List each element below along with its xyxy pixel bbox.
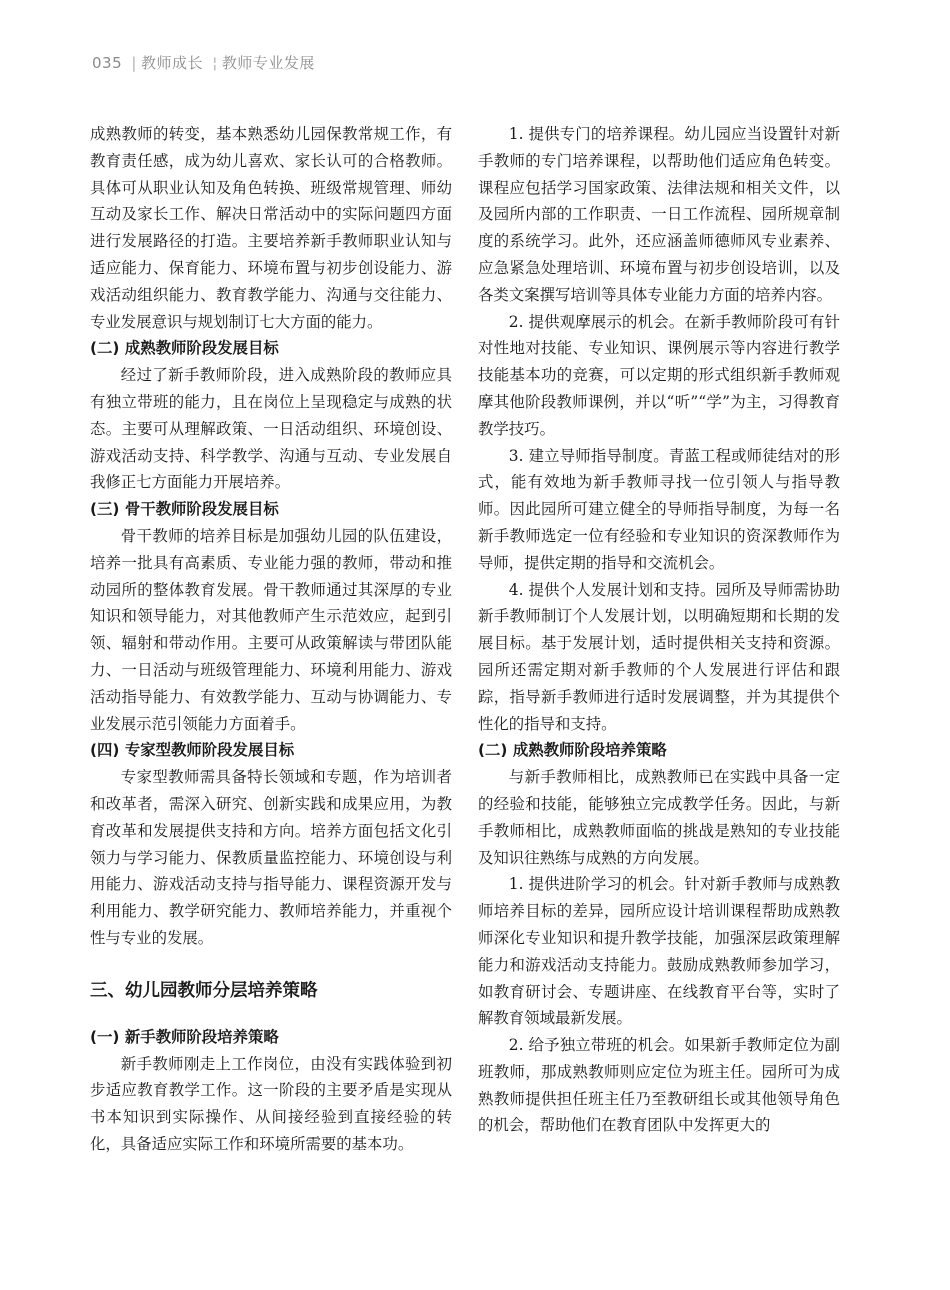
- paragraph: 专家型教师需具备特长领域和专题，作为培训者和改革者，需深入研究、创新实践和成果应用，为教育改革和发展提供支持和方向。培养方面包括文化引领力与学习能力、保教质量监控能力、环境创设与利用能力、游戏活动支持与指导能力、课程资源开发与利用能力、教学研究能力、教师培养能力，并重视个性与专业的发展。: [90, 768, 452, 947]
- paragraph: 2. 提供观摩展示的机会。在新手教师阶段可有针对性地对技能、专业知识、课例展示等内容进行教学技能基本功的竞赛，可以定期的形式组织新手教师观摩其他阶段教师课例，并以“听”“学”为主，习得教育教学技巧。: [478, 312, 840, 438]
- paragraph: 2. 给予独立带班的机会。如果新手教师定位为副班教师，那成熟教师则应定位为班主任。园所可为成熟教师提供担任班主任乃至教研组长或其他领导角色的机会，帮助他们在教育团队中发挥更大的: [478, 1036, 840, 1135]
- subheading-backbone-goal: (三) 骨干教师阶段发展目标: [90, 500, 279, 519]
- paragraph: 新手教师刚走上工作岗位，由没有实践体验到初步适应教育教学工作。这一阶段的主要矛盾是实现从书本知识到实际操作、从间接经验到直接经验的转化，具备适应实际工作和环境所需要的基本功。: [90, 1054, 452, 1153]
- section-heading-strategies: 三、幼儿园教师分层培养策略: [90, 980, 318, 1001]
- paragraph: 成熟教师的转变，基本熟悉幼儿园保教常规工作，有教育责任感，成为幼儿喜欢、家长认可的合格教师。具体可从职业认知及角色转换、班级常规管理、师幼互动及家长工作、解决日常活动中的实际问题四方面进行发展路径的打造。主要培养新手教师职业认知与适应能力、保育能力、环境布置与初步创设能力、游戏活动组织能力、教育教学能力、沟通与交往能力、专业发展意识与规划制订七大方面的能力。: [90, 125, 452, 331]
- paragraph: 经过了新手教师阶段，进入成熟阶段的教师应具有独立带班的能力，且在岗位上呈现稳定与成熟的状态。主要可从理解政策、一日活动组织、环境创设、游戏活动支持、科学教学、沟通与互动、专业发展自我修正七方面能力开展培养。: [90, 366, 452, 492]
- paragraph: 骨干教师的培养目标是加强幼儿园的队伍建设，培养一批具有高素质、专业能力强的教师，带动和推动园所的整体教育发展。骨干教师通过其深厚的专业知识和领导能力，对其他教师产生示范效应，起到引领、辐射和带动作用。主要可从政策解读与带团队能力、一日活动与班级管理能力、环境利用能力、游戏活动指导能力、有效教学能力、互动与协调能力、专业发展示范引领能力方面着手。: [90, 526, 452, 733]
- header-divider: |: [131, 54, 137, 72]
- paragraph: 1. 提供进阶学习的机会。针对新手教师与成熟教师培养目标的差异，园所应设计培训课程帮助成熟教师深化专业知识和提升教学技能，加强深层政策理解能力和游戏活动支持能力。鼓励成熟教师参加学习，如教育研讨会、专题讲座、在线教育平台等，实时了解教育领域最新发展。: [478, 875, 840, 1028]
- header-section: 教师成长: [140, 54, 203, 72]
- header-divider-dotted: ¦: [212, 54, 218, 72]
- header-subsection: 教师专业发展: [221, 54, 315, 72]
- paragraph: 1. 提供专门的培养课程。幼儿园应当设置针对新手教师的专门培养课程，以帮助他们适应角色转变。课程应包括学习国家政策、法律法规和相关文件，以及园所内部的工作职责、一日工作流程、园所规章制度的系统学习。此外，还应涵盖师德师风专业素养、应急紧急处理培训、环境布置与初步创设培训，以及各类文案撰写培训等具体专业能力方面的培养内容。: [478, 125, 840, 304]
- subheading-novice-strategy: (一) 新手教师阶段培养策略: [90, 1027, 279, 1046]
- right-column: [478, 121, 840, 1139]
- paragraph: 3. 建立导师指导制度。青蓝工程或师徒结对的形式，能有效地为新手教师寻找一位引领人与指导教师。因此园所可建立健全的导师指导制度，为每一名新手教师选定一位有经验和专业知识的资深教师作为导师，提供定期的指导和交流机会。: [478, 446, 840, 572]
- subheading-expert-goal: (四) 专家型教师阶段发展目标: [90, 741, 295, 760]
- left-column: [90, 121, 452, 1158]
- paragraph: 4. 提供个人发展计划和支持。园所及导师需协助新手教师制订个人发展计划，以明确短期和长期的发展目标。基于发展计划，适时提供相关支持和资源。园所还需定期对新手教师的个人发展进行评估和跟踪，指导新手教师进行适时发展调整，并为其提供个性化的指导和支持。: [478, 580, 840, 733]
- page-number: 035: [92, 54, 123, 72]
- subheading-mature-goal: (二) 成熟教师阶段发展目标: [90, 339, 279, 358]
- subheading-mature-strategy: (二) 成熟教师阶段培养策略: [478, 741, 667, 760]
- running-head: [92, 52, 315, 73]
- paragraph: 与新手教师相比，成熟教师已在实践中具备一定的经验和技能，能够独立完成教学任务。因此，与新手教师相比，成熟教师面临的挑战是熟知的专业技能及知识往熟练与成熟的方向发展。: [478, 768, 840, 867]
